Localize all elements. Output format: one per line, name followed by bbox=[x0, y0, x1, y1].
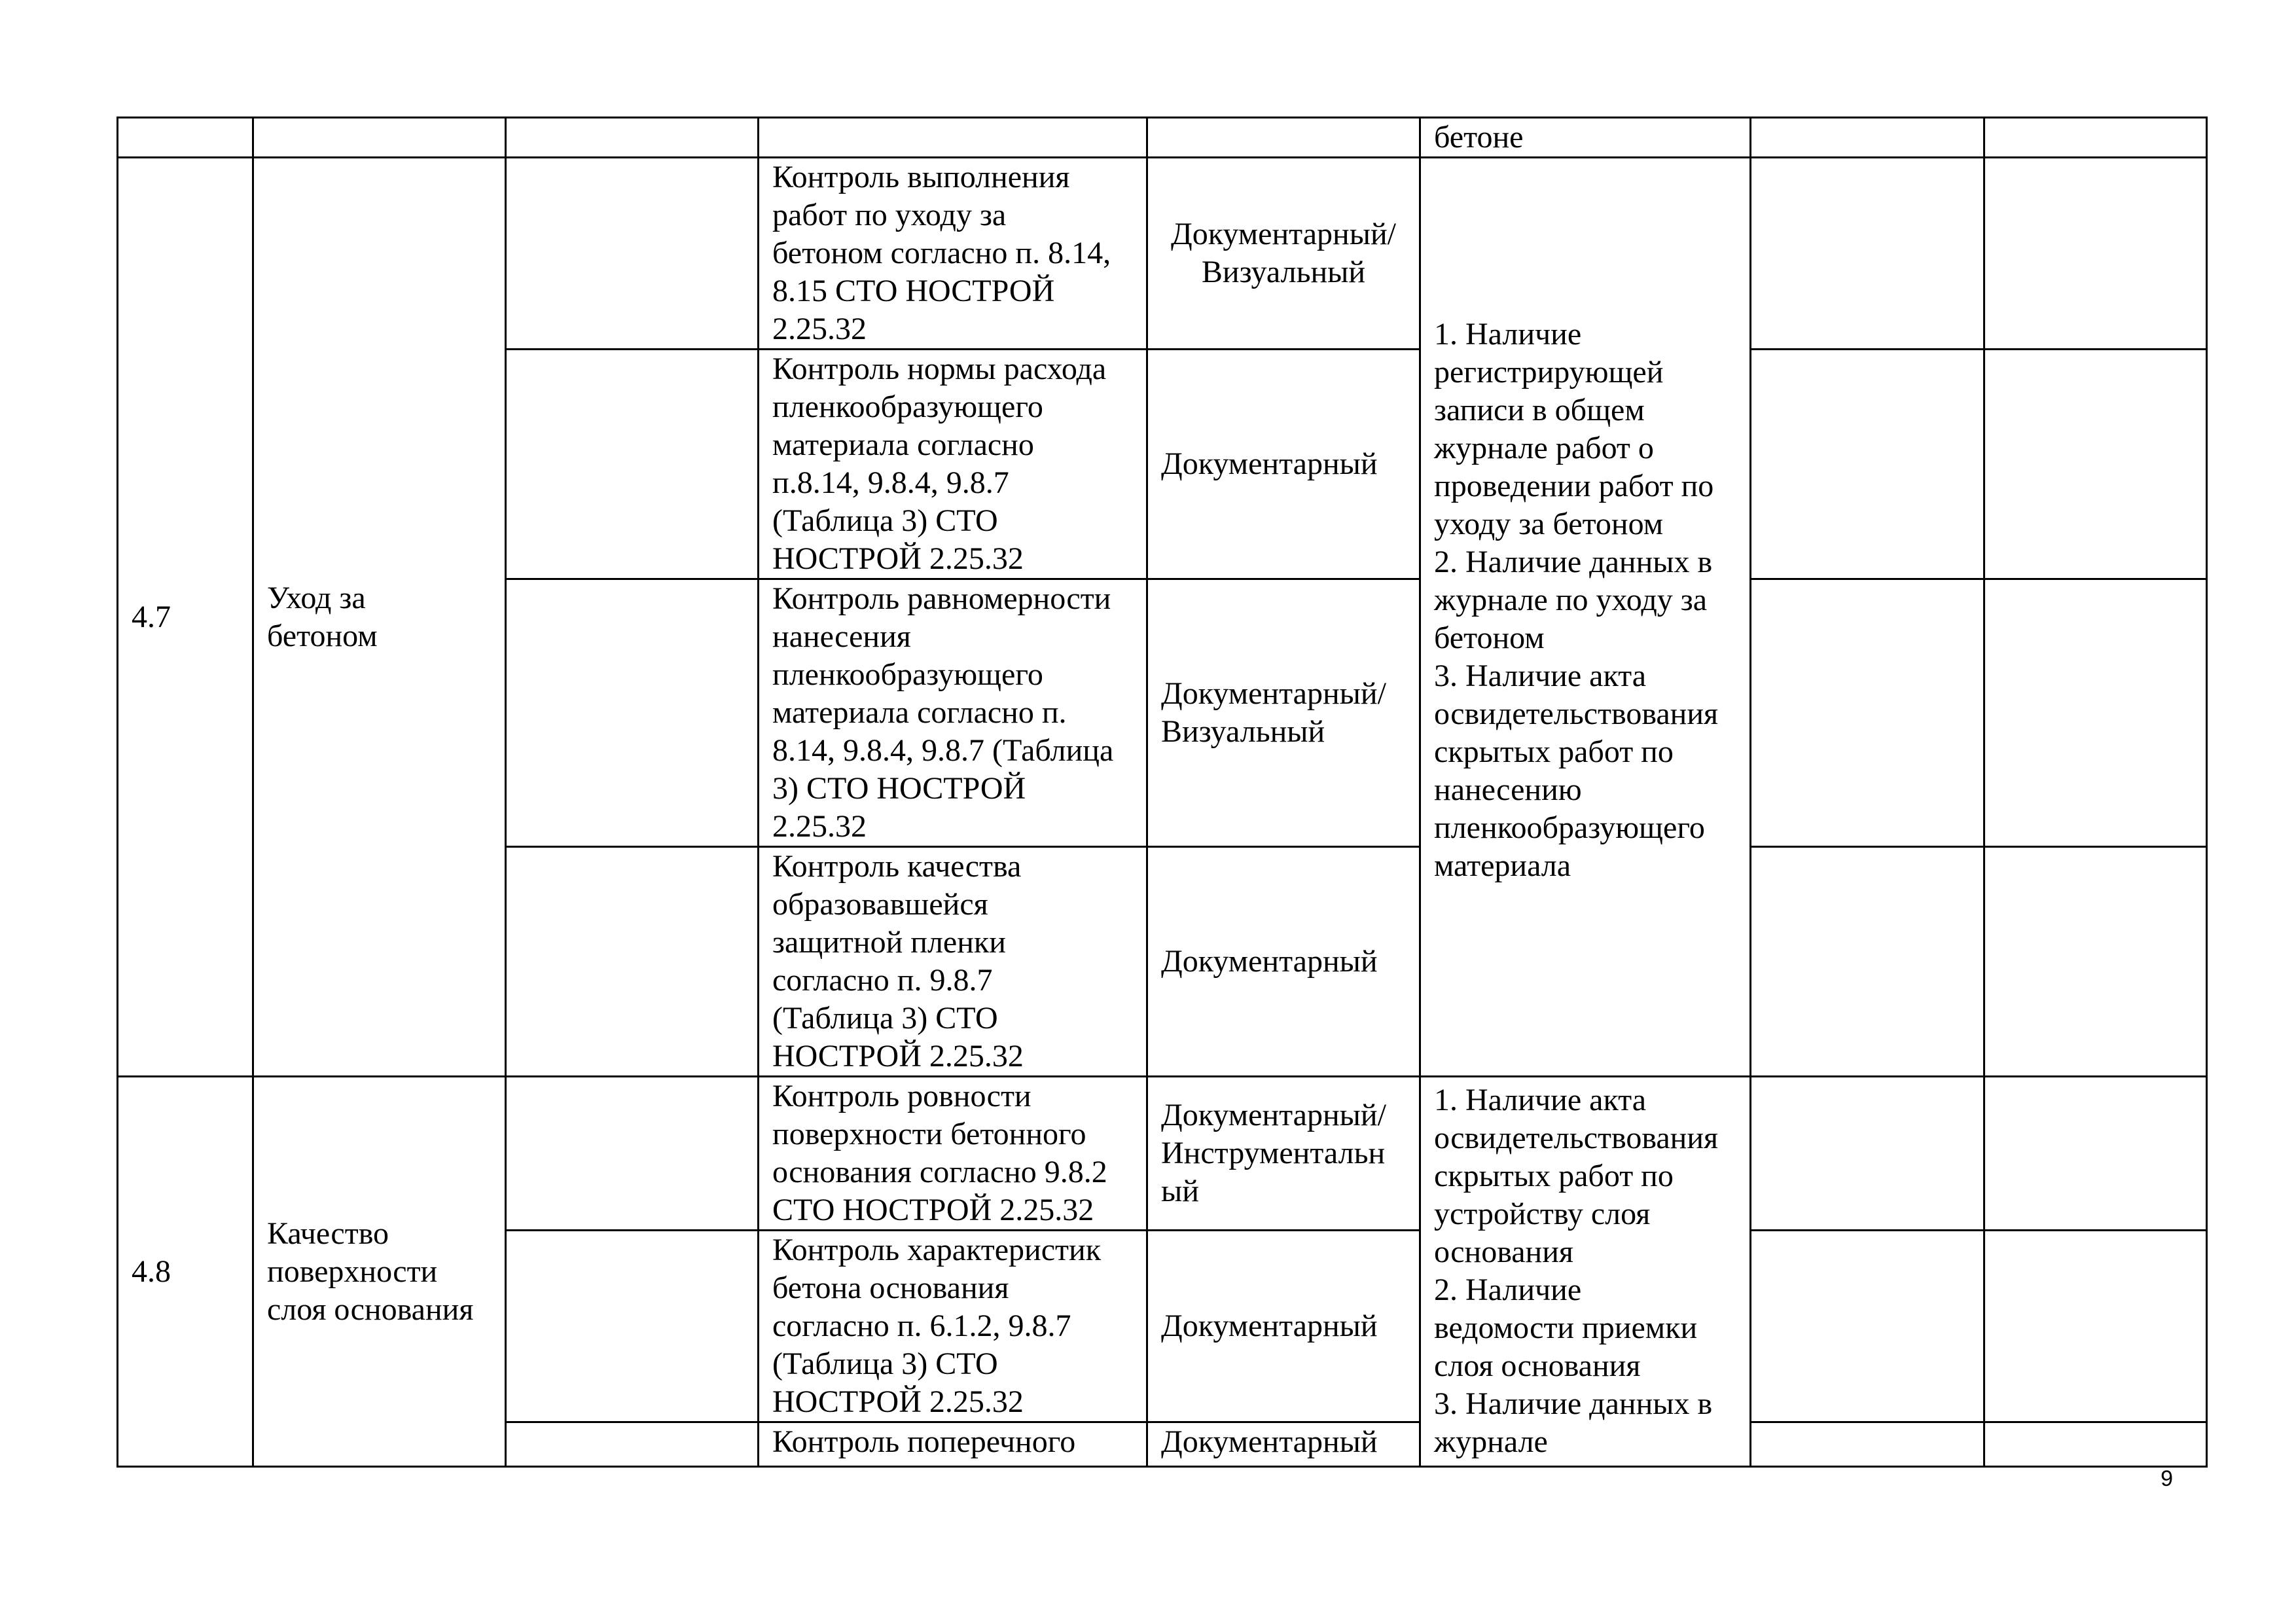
table-cell bbox=[506, 1077, 759, 1231]
control-cell bbox=[759, 1077, 1147, 1231]
section-number-cell bbox=[118, 158, 253, 1077]
method-cell bbox=[1147, 847, 1420, 1077]
section-number: 4.7 bbox=[132, 599, 171, 634]
table-cell bbox=[118, 118, 253, 158]
table-cell bbox=[1984, 350, 2207, 579]
table-cell bbox=[506, 118, 759, 158]
table-cell bbox=[506, 1231, 759, 1422]
section-number: 4.8 bbox=[132, 1254, 171, 1289]
method-cell bbox=[1147, 350, 1420, 579]
table-row bbox=[118, 1077, 2207, 1231]
table-cell bbox=[253, 118, 506, 158]
control-text: Контроль качества образовавшейся защитной пленки согласно п. 9.8.7 (Таблица 3) СТО НОСТРОЙ 2.25.32 bbox=[772, 849, 1024, 1074]
method-text: Документарный/ Инструментальн ый bbox=[1161, 1098, 1386, 1208]
table-cell bbox=[1147, 118, 1420, 158]
requirement-text: 1. Наличие регистрирующей записи в общем журнале работ о проведении работ по уходу за бетоном 2. Наличие данных в журнале по уходу за бетоном 3. Наличие акта освидетельствования скрытых работ по нанесению пленкообразующего материала bbox=[1434, 317, 1719, 883]
table-cell bbox=[506, 350, 759, 579]
control-text: Контроль равномерности нанесения пленкообразующего материала согласно п. 8.14, 9.8.4, 9.8.7 (Таблица 3) СТО НОСТРОЙ 2.25.32 bbox=[772, 581, 1114, 844]
control-text: Контроль поперечного bbox=[772, 1424, 1076, 1459]
table-cell bbox=[1751, 847, 1984, 1077]
control-text: Контроль характеристик бетона основания согласно п. 6.1.2, 9.8.7 (Таблица 3) СТО НОСТРОЙ 2.25.32 bbox=[772, 1233, 1102, 1419]
table-cell bbox=[1984, 1077, 2207, 1231]
table-cell bbox=[1751, 1231, 1984, 1422]
method-text: Документарный/ Визуальный bbox=[1161, 676, 1386, 749]
control-text: Контроль нормы расхода пленкообразующего материала согласно п.8.14, 9.8.4, 9.8.7 (Таблица 3) СТО НОСТРОЙ 2.25.32 bbox=[772, 352, 1107, 576]
table-cell bbox=[1984, 158, 2207, 350]
control-text: Контроль выполнения работ по уходу за бетоном согласно п. 8.14, 8.15 СТО НОСТРОЙ 2.25.32 bbox=[772, 160, 1111, 346]
table-cell bbox=[506, 579, 759, 847]
requirement-cell bbox=[1420, 118, 1751, 158]
requirement-cell bbox=[1420, 1077, 1751, 1467]
method-text: Документарный bbox=[1161, 1424, 1378, 1459]
table-cell bbox=[1751, 1422, 1984, 1467]
control-cell bbox=[759, 158, 1147, 350]
table-cell bbox=[1984, 579, 2207, 847]
table-cell bbox=[1751, 579, 1984, 847]
method-text: Документарный/ Визуальный bbox=[1171, 217, 1396, 289]
method-text: Документарный bbox=[1161, 944, 1378, 979]
table-cell bbox=[1984, 1422, 2207, 1467]
requirement-cell bbox=[1420, 158, 1751, 1077]
page-number: 9 bbox=[2161, 1466, 2173, 1491]
table-cell bbox=[1984, 118, 2207, 158]
method-cell bbox=[1147, 1231, 1420, 1422]
stage-cell bbox=[253, 1077, 506, 1467]
table-cell bbox=[506, 1422, 759, 1467]
control-cell bbox=[759, 1422, 1147, 1467]
control-text: Контроль ровности поверхности бетонного основания согласно 9.8.2 СТО НОСТРОЙ 2.25.32 bbox=[772, 1079, 1107, 1227]
requirement-text: бетоне bbox=[1434, 120, 1524, 154]
method-cell bbox=[1147, 158, 1420, 350]
table-cell bbox=[1751, 1077, 1984, 1231]
method-text: Документарный bbox=[1161, 1308, 1378, 1343]
table-cell bbox=[1751, 158, 1984, 350]
table-cell bbox=[759, 118, 1147, 158]
method-cell bbox=[1147, 1422, 1420, 1467]
method-text: Документарный bbox=[1161, 446, 1378, 481]
control-table bbox=[117, 117, 2208, 1468]
stage-cell bbox=[253, 158, 506, 1077]
control-cell bbox=[759, 847, 1147, 1077]
method-cell bbox=[1147, 579, 1420, 847]
stage-name: Качество поверхности слоя основания bbox=[267, 1216, 474, 1327]
section-number-cell bbox=[118, 1077, 253, 1467]
control-cell bbox=[759, 1231, 1147, 1422]
control-cell bbox=[759, 350, 1147, 579]
table-cell bbox=[1984, 847, 2207, 1077]
table-cell bbox=[1751, 118, 1984, 158]
table-cell bbox=[506, 158, 759, 350]
stage-name: Уход за бетоном bbox=[267, 580, 378, 653]
method-cell bbox=[1147, 1077, 1420, 1231]
table-cell bbox=[1751, 350, 1984, 579]
requirement-text: 1. Наличие акта освидетельствования скрытых работ по устройству слоя основания 2. Наличие ведомости приемки слоя основания 3. Наличие данных в журнале bbox=[1434, 1083, 1719, 1459]
control-cell bbox=[759, 579, 1147, 847]
table-row-continuation bbox=[118, 118, 2207, 158]
table-cell bbox=[506, 847, 759, 1077]
table-cell bbox=[1984, 1231, 2207, 1422]
table-row bbox=[118, 158, 2207, 350]
